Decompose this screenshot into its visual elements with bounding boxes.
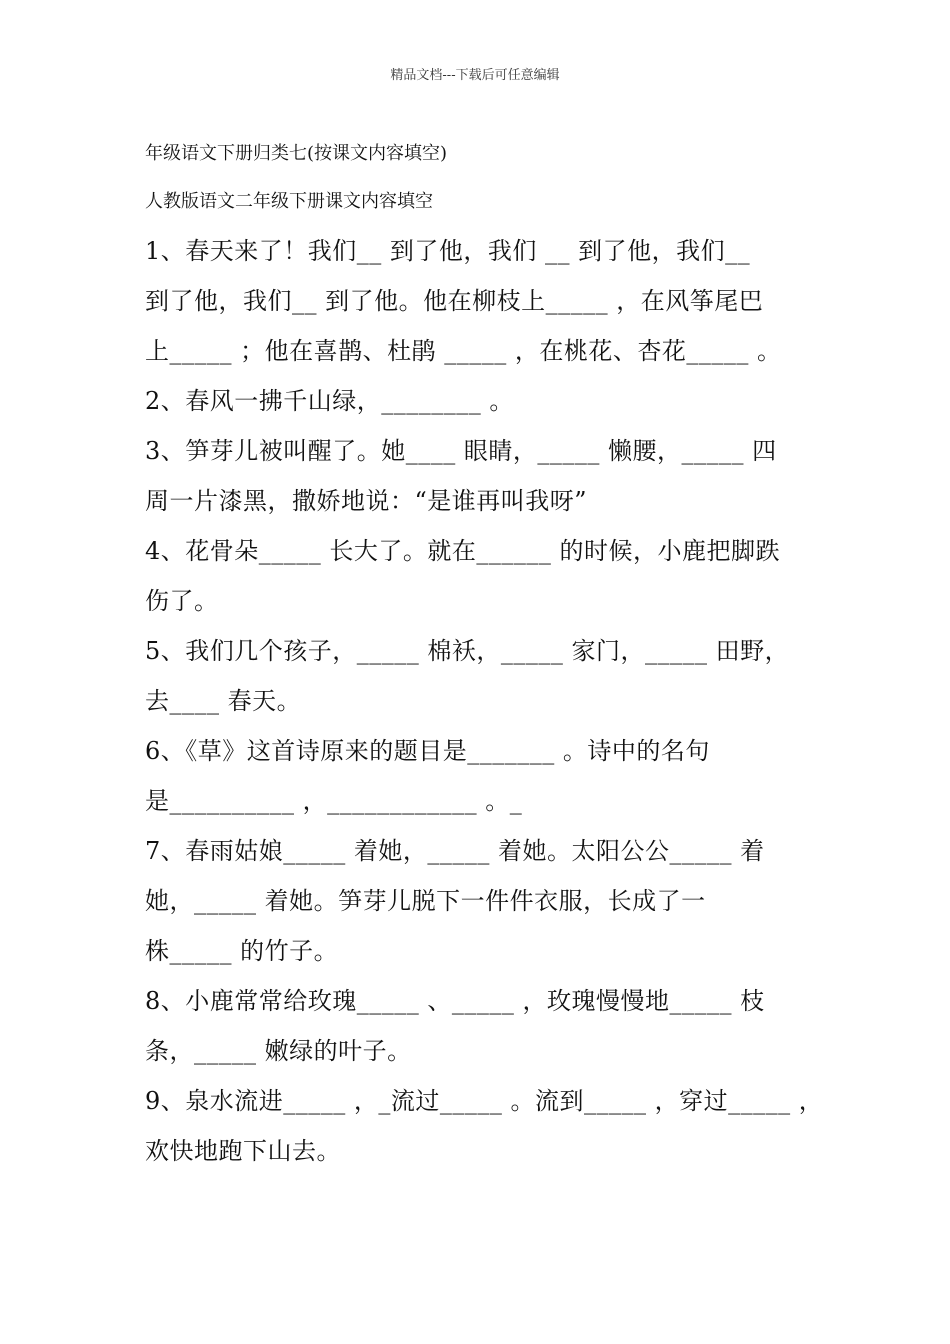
exercise-line: 8、小鹿常常给玫瑰_____ 、_____ ，玫瑰慢慢地_____ 枝 bbox=[145, 987, 765, 1015]
exercise-line: 6、《草》这首诗原来的题目是_______ 。诗中的名句 bbox=[145, 737, 710, 765]
exercise-list bbox=[145, 226, 825, 1176]
exercise-line: 2、春风一拂千山绿，________ 。 bbox=[145, 387, 514, 415]
exercise-line: 5、我们几个孩子，_____ 棉袄，_____ 家门，_____ 田野， bbox=[145, 637, 790, 665]
exercise-line: 到了他，我们__ 到了他。他在柳枝上_____ ，在风筝尾巴 bbox=[145, 287, 764, 315]
exercise-line: 4、花骨朵_____ 长大了。就在______ 的时候，小鹿把脚跌 bbox=[145, 537, 781, 565]
exercise-line: 9、泉水流进_____ ，_流过_____ 。流到_____ ，穿过_____ ， bbox=[145, 1087, 824, 1115]
exercise-line: 3、笋芽儿被叫醒了。她____ 眼睛，_____ 懒腰，_____ 四 bbox=[145, 437, 777, 465]
exercise-line: 条，_____ 嫩绿的叶子。 bbox=[145, 1037, 412, 1065]
document-subtitle: 人教版语文二年级下册课文内容填空 bbox=[145, 191, 433, 212]
exercise-line: 伤了。 bbox=[145, 587, 219, 615]
exercise-line: 她，_____ 着她。笋芽儿脱下一件件衣服，长成了一 bbox=[145, 887, 706, 915]
exercise-line: 7、春雨姑娘_____ 着她，_____ 着她。太阳公公_____ 着 bbox=[145, 837, 765, 865]
exercise-line: 是__________ ，____________ 。_ bbox=[145, 787, 523, 815]
document-title: 年级语文下册归类七(按课文内容填空) bbox=[145, 143, 448, 164]
exercise-line: 去____ 春天。 bbox=[145, 687, 302, 715]
exercise-line: 株_____ 的竹子。 bbox=[145, 937, 339, 965]
exercise-line: 欢快地跑下山去。 bbox=[145, 1137, 341, 1165]
page-header: 精品文档---下载后可任意编辑 bbox=[390, 68, 560, 83]
exercise-line: 1、春天来了！我们__ 到了他，我们 __ 到了他，我们__ bbox=[145, 237, 751, 265]
exercise-line: 周一片漆黑，撒娇地说：“是谁再叫我呀” bbox=[145, 487, 588, 515]
exercise-line: 上_____ ；他在喜鹊、杜鹃 _____ ，在桃花、杏花_____ 。 bbox=[145, 337, 782, 365]
